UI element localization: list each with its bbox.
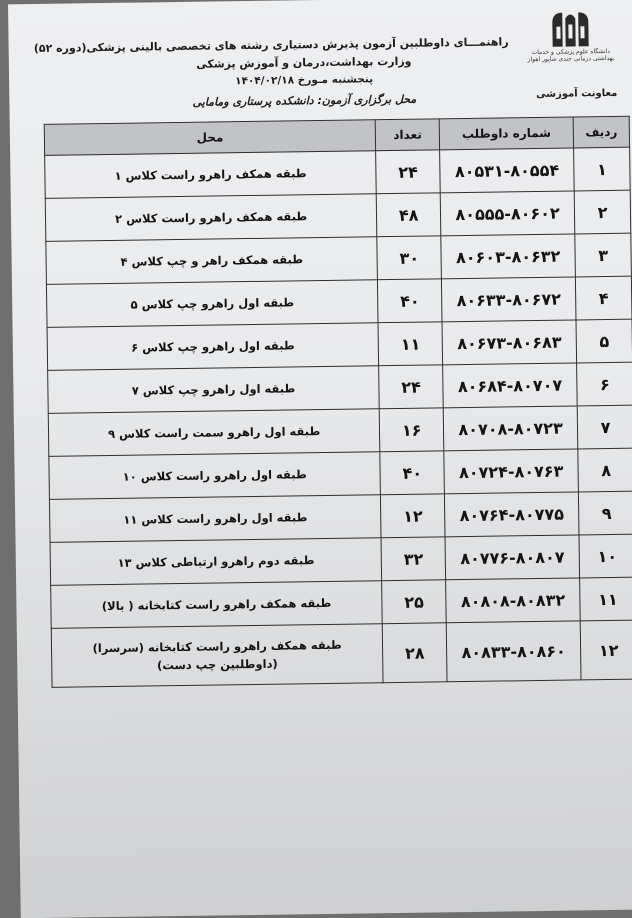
candidate-count: ۱۱: [378, 322, 442, 366]
row-number: ۹: [578, 491, 632, 535]
registration-range: ۸۰۷۶۴-۸۰۷۷۵: [445, 492, 580, 537]
candidate-count: ۴۰: [378, 279, 442, 323]
header-place: محل: [44, 120, 376, 156]
exam-place-text: طبقه همکف راهر و چپ کلاس ۴: [120, 252, 304, 269]
registration-range: ۸۰۷۰۸-۸۰۷۲۳: [443, 406, 578, 451]
row-number: ۱۱: [580, 577, 632, 621]
exam-place-text: طبقه همکف راهرو راست کتابخانه (سرسرا) (داوطلبین چپ دست): [92, 637, 342, 673]
exam-place: [51, 624, 383, 688]
candidate-count: ۱۶: [379, 408, 443, 452]
candidate-count: ۲۵: [382, 580, 446, 624]
registration-range: ۸۰۶۰۳-۸۰۶۳۲: [441, 234, 576, 279]
row-number: ۸: [578, 448, 632, 492]
exam-place-text: طبقه اول راهرو چپ کلاس ۵: [130, 295, 295, 312]
registration-range: ۸۰۶۸۴-۸۰۷۰۷: [443, 363, 578, 408]
row-number: ۱۰: [579, 534, 632, 578]
registration-range: ۸۰۵۳۱-۸۰۵۵۴: [440, 148, 575, 193]
registration-range: ۸۰۸۰۸-۸۰۸۳۲: [446, 578, 581, 623]
exam-place-text: طبقه دوم راهرو ارتباطی کلاس ۱۳: [117, 553, 315, 570]
header-row-number: ردیف: [573, 116, 629, 148]
document-page: [8, 0, 632, 918]
row-number: ۱: [574, 147, 631, 191]
candidate-count: ۴۸: [376, 193, 440, 237]
row-number: ۳: [575, 233, 632, 277]
header-registration: شماره داوطلب: [439, 117, 573, 150]
row-number: ۶: [577, 362, 632, 406]
candidate-count: ۲۴: [379, 365, 443, 409]
exam-place: [50, 538, 382, 586]
venue-line: محل برگزاری آزمون: دانشکده پرستاری ومامایی: [192, 92, 417, 109]
candidate-count: ۱۲: [381, 494, 445, 538]
candidate-count: ۲۴: [376, 150, 440, 194]
candidate-count: ۴۰: [380, 451, 444, 495]
row-number: ۲: [574, 190, 631, 234]
seating-table: [44, 116, 632, 688]
exam-place-text: طبقه همکف راهرو راست کلاس ۲: [115, 209, 308, 226]
document-title: راهنمـــای داوطلبین آزمون پذیرش دستیاری رشته های تخصصی بالینی پزشکی(دوره ۵۲): [33, 35, 509, 55]
exam-place: [48, 409, 380, 457]
exam-place: [45, 151, 377, 199]
exam-place: [49, 452, 381, 500]
exam-place: [51, 581, 383, 629]
exam-place: [48, 366, 380, 414]
logo-caption: دانشگاه علوم پزشکی و خدمات بهداشتی درمانی جندی شاپور اهواز: [527, 47, 615, 64]
date-line: پنجشنبه مـورخ ۱۴۰۴/۰۲/۱۸: [235, 73, 374, 88]
exam-place: [46, 280, 378, 328]
exam-place: [46, 237, 378, 285]
deputy-label: معاونت آموزشی: [536, 87, 618, 100]
registration-range: ۸۰۷۷۶-۸۰۸۰۷: [445, 535, 580, 580]
exam-place: [45, 194, 377, 242]
row-number: ۱۲: [580, 620, 632, 680]
university-logo-icon: [548, 8, 593, 49]
exam-place-text: طبقه اول راهرو چپ کلاس ۶: [131, 338, 295, 355]
exam-place-text: طبقه اول راهرو راست کلاس ۱۰: [122, 467, 307, 484]
registration-range: ۸۰۶۷۳-۸۰۶۸۳: [442, 320, 577, 365]
exam-place-text: طبقه اول راهرو سمت راست کلاس ۹: [107, 424, 321, 442]
document-header: [8, 0, 632, 124]
row-number: ۴: [575, 276, 632, 320]
exam-place-text: طبقه اول راهرو چپ کلاس ۷: [131, 381, 296, 398]
candidate-count: ۳۰: [377, 236, 441, 280]
exam-place-text: طبقه اول راهرو راست کلاس ۱۱: [123, 510, 308, 527]
row-number: ۵: [576, 319, 632, 363]
registration-range: ۸۰۵۵۵-۸۰۶۰۲: [440, 191, 575, 236]
candidate-count: ۳۲: [381, 537, 445, 581]
table-row: [51, 620, 632, 687]
exam-place: [49, 495, 381, 543]
candidate-count: ۲۸: [382, 623, 447, 683]
registration-range: ۸۰۷۲۴-۸۰۷۶۳: [444, 449, 579, 494]
row-number: ۷: [577, 405, 632, 449]
exam-place-text: طبقه همکف راهرو راست کلاس ۱: [114, 166, 307, 183]
ministry-line: وزارت بهداشت،درمان و آموزش پزشکی: [196, 54, 412, 71]
exam-place-text: طبقه همکف راهرو راست کتابخانه ( بالا): [101, 595, 332, 614]
exam-place: [47, 323, 379, 371]
registration-range: ۸۰۸۳۳-۸۰۸۶۰: [446, 621, 581, 682]
registration-range: ۸۰۶۳۳-۸۰۶۷۲: [442, 277, 577, 322]
header-count: تعداد: [375, 119, 439, 151]
